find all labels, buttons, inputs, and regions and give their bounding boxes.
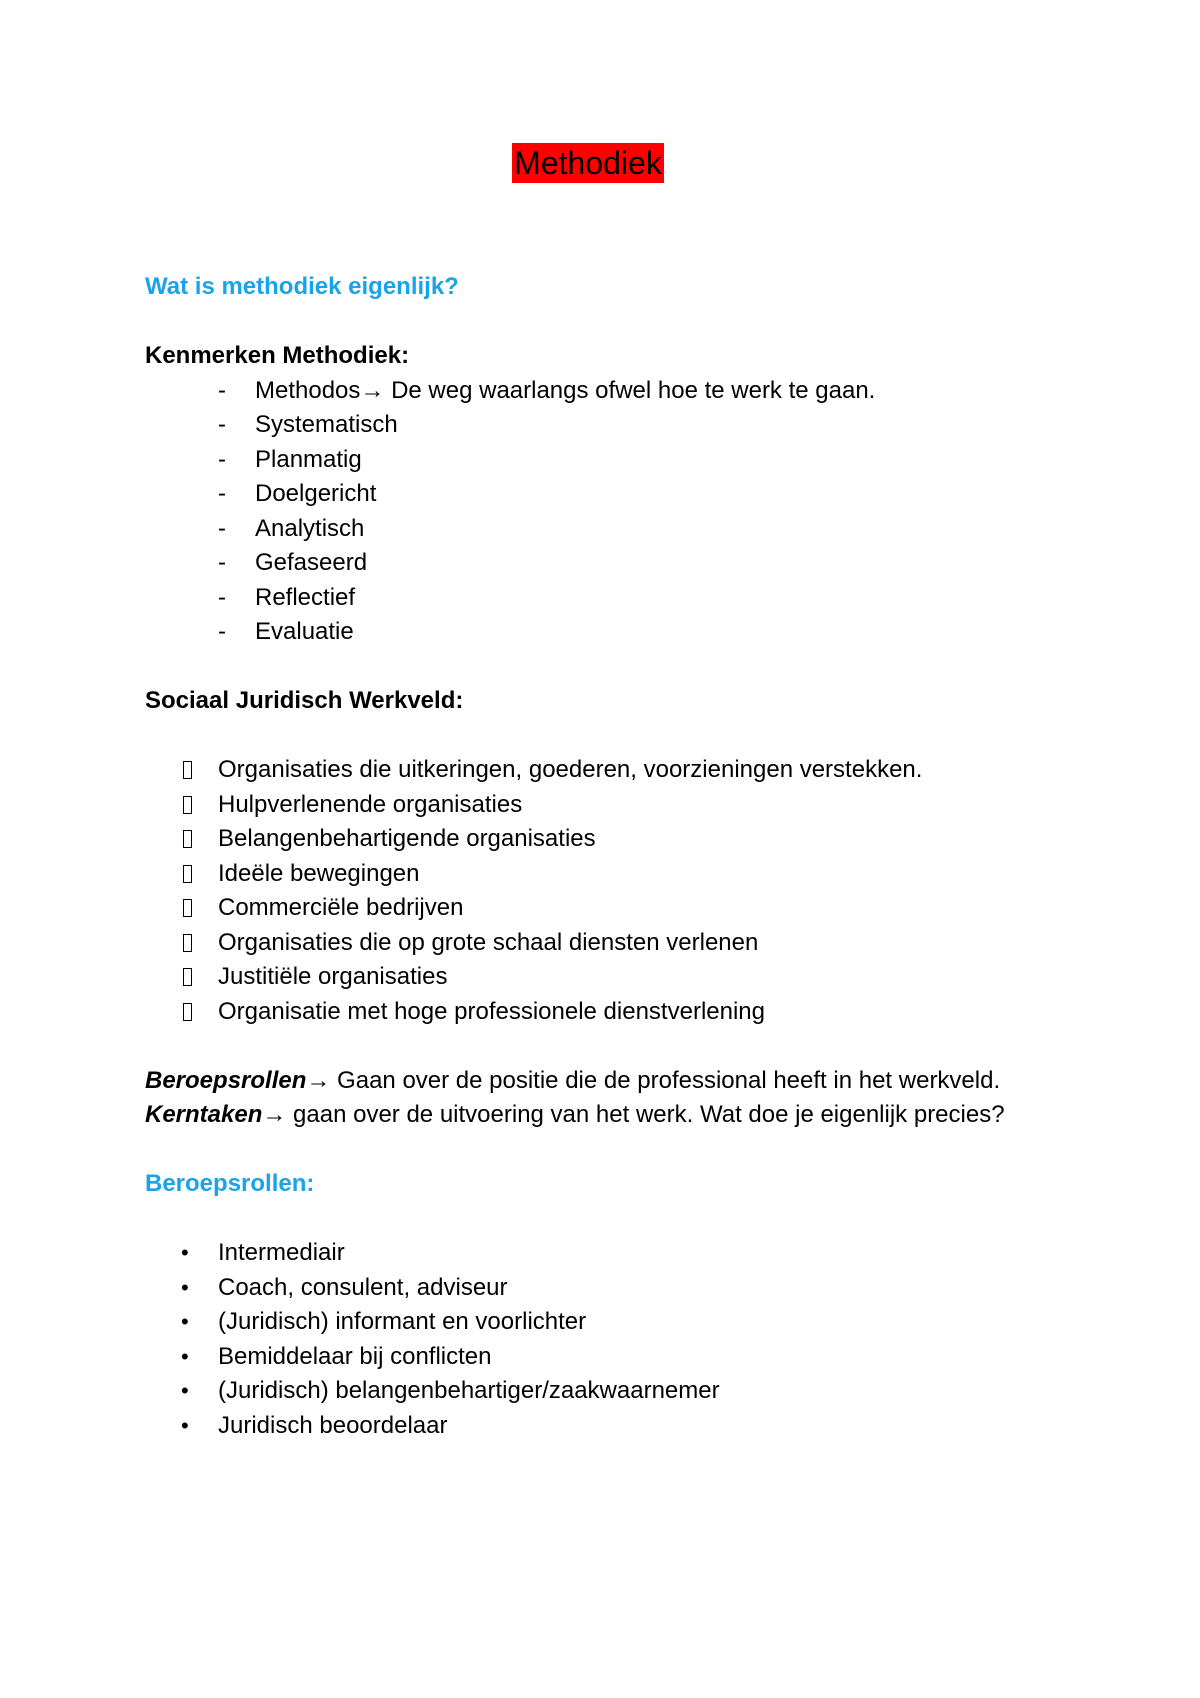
spacer — [145, 1029, 1085, 1064]
bullet-icon: • — [181, 1378, 189, 1403]
page-title: Methodiek — [514, 145, 662, 181]
list-item — [145, 1409, 1085, 1444]
kenmerken-list — [145, 374, 1085, 650]
dash-marker: - — [218, 583, 226, 611]
list-item-text: Organisatie met hoge professionele dienstverlening — [218, 997, 765, 1025]
list-item-text: Planmatig — [255, 445, 362, 473]
dash-marker: - — [218, 376, 226, 404]
list-item-text: Organisaties die uitkeringen, goederen, voorzieningen verstekken. — [218, 756, 923, 783]
list-item-text: (Juridisch) informant en voorlichter — [218, 1308, 587, 1335]
list-item-text: Methodos→ De weg waarlangs ofwel hoe te werk te gaan. — [255, 376, 876, 404]
missing-glyph-icon — [183, 796, 192, 814]
list-item — [145, 581, 1085, 616]
list-item — [145, 1236, 1085, 1271]
dash-marker: - — [218, 514, 226, 542]
section-heading-methodiek: Wat is methodiek eigenlijk? — [145, 273, 459, 300]
list-item-text: Organisaties die op grote schaal diensten verlenen — [218, 928, 759, 956]
list-item — [145, 822, 1085, 857]
title-wrap — [0, 143, 1200, 183]
list-item-text: Coach, consulent, adviseur — [218, 1273, 508, 1301]
dash-marker: - — [218, 411, 226, 438]
bullet-icon: • — [181, 1240, 189, 1265]
missing-glyph-icon — [183, 865, 192, 883]
list-item — [145, 374, 1085, 409]
list-item — [145, 1305, 1085, 1340]
missing-glyph-icon — [183, 968, 192, 986]
missing-glyph-icon — [183, 830, 192, 848]
missing-glyph-icon — [183, 934, 192, 952]
definition-text: gaan over de uitvoering van het werk. Wat doe je eigenlijk precies? — [286, 1101, 1005, 1128]
spacer — [145, 305, 1085, 340]
list-item — [145, 926, 1085, 961]
dash-marker: - — [218, 445, 226, 473]
list-item-text: Bemiddelaar bij conflicten — [218, 1342, 492, 1370]
bullet-icon: • — [181, 1412, 189, 1438]
document-body — [145, 270, 1085, 1443]
list-item — [145, 546, 1085, 581]
list-item — [145, 443, 1085, 478]
list-item-text: Evaluatie — [255, 618, 354, 645]
list-item — [145, 753, 1085, 788]
list-item — [145, 512, 1085, 547]
bullet-icon: • — [181, 1274, 189, 1300]
list-item-text: Justitiële organisaties — [218, 963, 448, 990]
list-item-text: Analytisch — [255, 514, 365, 542]
list-item — [145, 615, 1085, 650]
list-item — [145, 960, 1085, 995]
list-item-text: (Juridisch) belangenbehartiger/zaakwaarnemer — [218, 1377, 720, 1404]
dash-marker: - — [218, 618, 226, 645]
list-item — [145, 1271, 1085, 1306]
definition-beroepsrollen — [145, 1064, 1085, 1099]
list-item-text: Hulpverlenende organisaties — [218, 790, 523, 818]
spacer — [145, 1202, 1085, 1237]
definition-text: → Gaan over de positie die de professional heeft in het werkveld. — [306, 1066, 1001, 1094]
missing-glyph-icon — [183, 899, 192, 917]
list-item-text: Juridisch beoordelaar — [218, 1411, 448, 1439]
list-item-text: Gefaseerd — [255, 549, 368, 576]
beroepsrollen-list — [145, 1236, 1085, 1443]
list-item-text: Ideële bewegingen — [218, 859, 420, 887]
list-item-text: Belangenbehartigende organisaties — [218, 825, 596, 852]
spacer — [145, 1133, 1085, 1168]
list-item-text: Intermediair — [218, 1239, 345, 1266]
list-item — [145, 477, 1085, 512]
arrow-icon: → — [262, 1101, 287, 1128]
werkveld-heading: Sociaal Juridisch Werkveld: — [145, 687, 464, 714]
list-item — [145, 857, 1085, 892]
list-item — [145, 408, 1085, 443]
list-item — [145, 995, 1085, 1030]
list-item — [145, 891, 1085, 926]
spacer — [145, 650, 1085, 685]
missing-glyph-icon — [183, 1003, 192, 1021]
bullet-icon: • — [181, 1343, 189, 1369]
missing-glyph-icon — [183, 761, 192, 779]
dash-marker: - — [218, 549, 226, 576]
definition-term: Beroepsrollen — [145, 1066, 307, 1094]
list-item-text: Doelgericht — [255, 480, 377, 507]
section-heading-beroepsrollen: Beroepsrollen: — [145, 1170, 315, 1197]
list-item — [145, 1340, 1085, 1375]
spacer — [145, 719, 1085, 754]
bullet-icon: • — [181, 1309, 189, 1334]
definition-term: Kerntaken — [145, 1101, 263, 1128]
list-item-text: Commerciële bedrijven — [218, 894, 464, 921]
list-item — [145, 788, 1085, 823]
list-item-text: Systematisch — [255, 411, 398, 438]
werkveld-list — [145, 753, 1085, 1029]
dash-marker: - — [218, 480, 226, 507]
list-item — [145, 1374, 1085, 1409]
definition-kerntaken — [145, 1098, 1085, 1133]
kenmerken-heading: Kenmerken Methodiek: — [145, 342, 410, 369]
list-item-text: Reflectief — [255, 583, 356, 611]
